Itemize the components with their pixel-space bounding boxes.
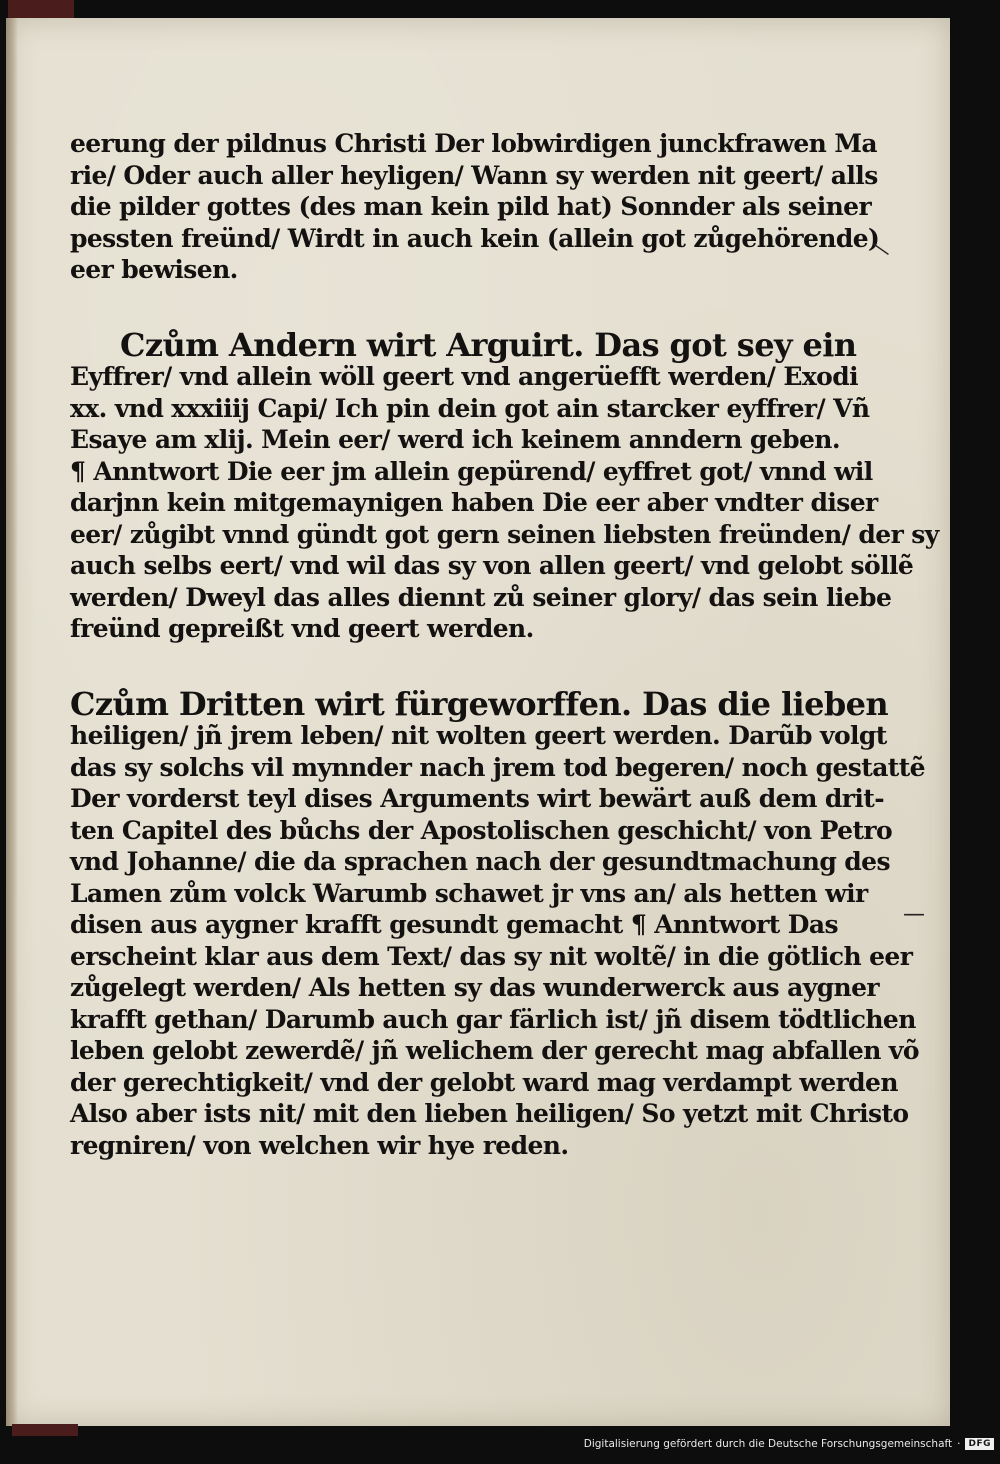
page-spine-shadow <box>6 18 18 1426</box>
text-line: Der vorderst teyl dises Arguments wirt bewärt auß dem drit- <box>70 784 884 813</box>
section-heading-line: Czům Dritten wirt fürgeworffen. Das die lieben <box>70 684 889 723</box>
margin-stroke-mark: — <box>866 232 898 264</box>
text-line: erscheint klar aus dem Text/ das sy nit woltẽ/ in die götlich eer <box>70 941 913 971</box>
text-line: regniren/ von welchen wir hye reden. <box>70 1130 569 1160</box>
binding-mark-top <box>8 0 74 18</box>
binding-mark-bottom <box>12 1424 78 1436</box>
paragraph-3 <box>70 684 925 1162</box>
dfg-logo-icon: DFG <box>965 1438 994 1450</box>
text-line: darjnn kein mitgemaynigen haben Die eer aber vndter diser <box>70 488 878 517</box>
footer-credit <box>584 1438 994 1450</box>
section-heading-line: Czům Andern wirt Arguirt. Das got sey ein <box>120 325 857 364</box>
paragraph-gap <box>70 286 790 330</box>
text-line: pessten freünd/ Wirdt in auch kein (allein got zůgehörende) <box>70 223 880 253</box>
text-line: Eyffrer/ vnd allein wöll geert vnd angerüefft werden/ Exodi <box>70 362 859 391</box>
text-line: freünd gepreißt vnd geert werden. <box>70 614 534 643</box>
paragraph-2 <box>70 325 939 645</box>
text-line: ten Capitel des bůchs der Apostolischen geschicht/ von Petro <box>70 815 893 845</box>
text-line: die pilder gottes (des man kein pild hat) Sonnder als seiner <box>70 192 872 221</box>
footer-separator: · <box>957 1438 961 1450</box>
text-line: eerung der pildnus Christi Der lobwirdigen junckfrawen Ma <box>70 129 878 158</box>
page-text <box>70 128 939 1161</box>
text-line: der gerechtigkeit/ vnd der gelobt ward mag verdampt werden <box>70 1067 898 1097</box>
text-line: zůgelegt werden/ Als hetten sy das wunderwerck aus aygner <box>70 973 879 1002</box>
text-line: Also aber ists nit/ mit den lieben heiligen/ So yetzt mit Christo <box>70 1099 909 1128</box>
text-line: leben gelobt zewerdẽ/ jñ welichem der gerecht mag abfallen võ <box>70 1036 919 1065</box>
text-line: eer bewisen. <box>70 255 238 284</box>
text-line: ¶ Anntwort Die eer jm allein gepürend/ eyffret got/ vnnd wil <box>70 456 873 486</box>
paragraph-1 <box>70 128 880 286</box>
text-line: heiligen/ jñ jrem leben/ nit wolten geert werden. Darũb volgt <box>70 721 887 750</box>
text-line: das sy solchs vil mynnder nach jrem tod begeren/ noch gestattẽ <box>70 752 925 782</box>
text-line: werden/ Dweyl das alles diennt zů seiner glory/ das sein liebe <box>70 582 892 612</box>
text-line: Lamen zům volck Warumb schawet jr vns an/ als hetten wir <box>70 878 868 908</box>
text-line: rie/ Oder auch aller heyligen/ Wann sy werden nit geert/ alls <box>70 160 878 190</box>
text-line: auch selbs eert/ vnd wil das sy von allen geert/ vnd gelobt söllẽ <box>70 551 914 580</box>
paragraph-gap <box>70 645 790 689</box>
text-line: vnd Johanne/ die da sprachen nach der gesundtmachung des <box>70 847 890 876</box>
text-line: disen aus aygner krafft gesundt gemacht ¶ Anntwort Das <box>70 910 838 939</box>
footer-text: Digitalisierung gefördert durch die Deutsche Forschungsgemeinschaft <box>583 1438 953 1450</box>
text-line: xx. vnd xxxiiij Capi/ Ich pin dein got ain starcker eyffrer/ Vñ <box>70 393 870 423</box>
text-line: krafft gethan/ Darumb auch gar färlich ist/ jñ disem tödtlichen <box>70 1004 916 1034</box>
margin-stroke-mark: — <box>903 902 925 927</box>
text-line: eer/ zůgibt vnnd gündt got gern seinen liebsten freünden/ der sy <box>70 519 939 549</box>
text-line: Esaye am xlij. Mein eer/ werd ich keinem anndern geben. <box>70 425 840 454</box>
